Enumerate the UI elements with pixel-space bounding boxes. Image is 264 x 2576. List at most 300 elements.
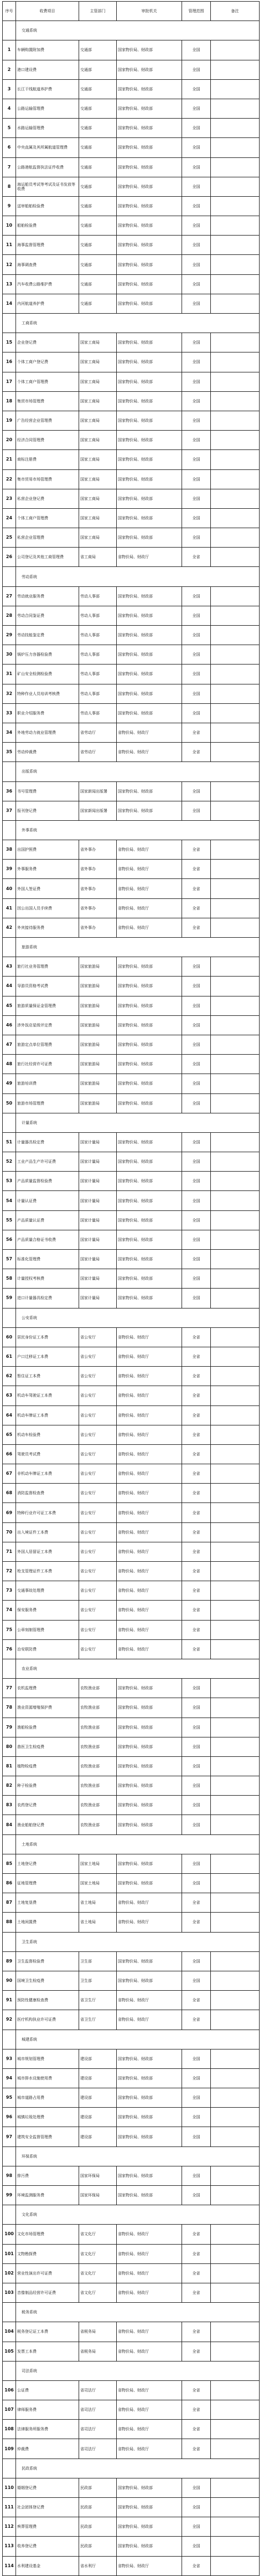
row-number: 51 (3, 1132, 16, 1152)
table-header-row (3, 2, 260, 21)
approving-authority-cell: 省物价局、财政厅 (117, 1542, 182, 1561)
row-number: 9 (3, 196, 16, 216)
row-number: 3 (3, 79, 16, 99)
fee-item-cell: 汽车收费公路维护费 (16, 274, 79, 294)
remarks-cell (211, 528, 260, 548)
table-row (3, 1289, 260, 1308)
fee-item-cell: 渔船检验费 (16, 1718, 79, 1737)
department-cell: 省文化厅 (79, 2244, 117, 2263)
fee-item-cell: 外宾接待服务费 (16, 918, 79, 937)
remarks-cell (211, 1776, 260, 1796)
table-row (3, 2049, 260, 2068)
row-number: 25 (3, 528, 16, 548)
table-row (3, 1230, 260, 1249)
fee-item-cell: 文物勘探费 (16, 2244, 79, 2263)
section-row (3, 2205, 260, 2225)
fee-item-cell: 收养登记费 (16, 2537, 79, 2556)
approving-authority-cell: 省物价局、财政厅 (117, 1464, 182, 1484)
approving-authority-cell: 国家物价局、财政部 (117, 626, 182, 645)
remarks-cell (211, 1191, 260, 1210)
remarks-cell (211, 996, 260, 1015)
table-row (3, 79, 260, 99)
approving-authority-cell: 省物价局、财政厅 (117, 548, 182, 567)
approving-authority-cell: 国家物价局、财政部 (117, 2166, 182, 2185)
scope-cell: 全省 (182, 548, 211, 567)
scope-cell: 全省 (182, 2342, 211, 2361)
table-body (3, 21, 260, 2576)
section-title: 文化系统 (16, 2205, 260, 2225)
section-number-cell (3, 2205, 16, 2225)
remarks-cell (211, 352, 260, 372)
row-number: 85 (3, 1854, 16, 1873)
approving-authority-cell: 国家物价局、财政部 (117, 957, 182, 977)
department-cell: 省外事办 (79, 898, 117, 918)
row-number: 24 (3, 508, 16, 528)
table-row (3, 898, 260, 918)
scope-cell: 全省 (182, 1386, 211, 1405)
remarks-cell (211, 1601, 260, 1620)
department-cell: 国家计量局 (79, 1172, 117, 1191)
department-cell: 国家工商局 (79, 411, 117, 430)
department-cell: 国家旅游局 (79, 1015, 117, 1035)
fee-item-cell: 送审船舶检验费 (16, 196, 79, 216)
section-title: 民政系统 (16, 2459, 260, 2478)
row-number: 43 (3, 957, 16, 977)
row-number: 11 (3, 236, 16, 255)
scope-cell: 全国 (182, 1191, 211, 1210)
scope-cell: 全省 (182, 1503, 211, 1522)
scope-cell: 全国 (182, 79, 211, 99)
approving-authority-cell: 国家物价局、财政部 (117, 1874, 182, 1893)
fee-item-cell: 土地登记费 (16, 1854, 79, 1873)
scope-cell: 全省 (182, 918, 211, 937)
row-number: 88 (3, 1913, 16, 1932)
section-row (3, 938, 260, 957)
approving-authority-cell: 国家物价局、财政部 (117, 489, 182, 508)
row-number: 62 (3, 1367, 16, 1386)
fee-item-cell: 集贸市场管理费 (16, 391, 79, 411)
remarks-cell (211, 1210, 260, 1230)
table-row (3, 2127, 260, 2146)
scope-cell: 全国 (182, 2186, 211, 2205)
remarks-cell (211, 1971, 260, 1990)
approving-authority-cell: 国家物价局、财政部 (117, 1679, 182, 1698)
approving-authority-cell: 省物价局、财政厅 (117, 898, 182, 918)
remarks-cell (211, 60, 260, 79)
row-number: 71 (3, 1542, 16, 1561)
row-number: 77 (3, 1679, 16, 1698)
fee-item-cell: 报刊登记费 (16, 801, 79, 820)
fee-item-cell: 户口迁移证工本费 (16, 1347, 79, 1366)
section-row (3, 314, 260, 333)
row-number: 48 (3, 1055, 16, 1074)
remarks-cell (211, 1991, 260, 2010)
department-cell: 省司法厅 (79, 2400, 117, 2420)
department-cell: 国家工商局 (79, 372, 117, 391)
row-number: 84 (3, 1815, 16, 1834)
table-row (3, 1093, 260, 1113)
table-row (3, 1601, 260, 1620)
remarks-cell (211, 1913, 260, 1932)
fee-list-document (2, 1, 260, 2576)
approving-authority-cell: 省物价局、财政厅 (117, 1601, 182, 1620)
scope-cell: 全国 (182, 957, 211, 977)
approving-authority-cell: 省物价局、财政厅 (117, 2439, 182, 2459)
table-row (3, 508, 260, 528)
fee-item-cell: 劳动合同鉴证费 (16, 606, 79, 625)
department-cell: 交通部 (79, 196, 117, 216)
approving-authority-cell: 国家物价局、财政部 (117, 996, 182, 1015)
table-row (3, 1562, 260, 1581)
scope-cell: 全省 (182, 2263, 211, 2283)
department-cell: 国家旅游局 (79, 957, 117, 977)
table-row (3, 2537, 260, 2556)
table-row (3, 1035, 260, 1054)
approving-authority-cell: 国家物价局、财政部 (117, 391, 182, 411)
table-row (3, 2283, 260, 2302)
approving-authority-cell: 国家物价局、财政部 (117, 138, 182, 157)
table-row (3, 645, 260, 665)
remarks-cell (211, 1425, 260, 1444)
table-row (3, 450, 260, 469)
remarks-cell (211, 469, 260, 489)
scope-cell: 全省 (182, 1425, 211, 1444)
fee-item-cell: 发票工本费 (16, 2342, 79, 2361)
table-row (3, 1484, 260, 1503)
department-cell: 省劳动厅 (79, 723, 117, 742)
row-number: 2 (3, 60, 16, 79)
fee-item-cell: 居民身份证工本费 (16, 1327, 79, 1347)
scope-cell: 全国 (182, 119, 211, 138)
fee-item-cell: 外国人居留证工本费 (16, 1542, 79, 1561)
approving-authority-cell: 国家物价局、财政部 (117, 977, 182, 996)
scope-cell: 全国 (182, 1230, 211, 1249)
row-number: 103 (3, 2283, 16, 2302)
table-row (3, 626, 260, 645)
fee-item-cell: 旅游培训费 (16, 1074, 79, 1093)
approving-authority-cell: 省物价局、财政厅 (117, 860, 182, 879)
fee-item-cell: 个体工商户登记费 (16, 352, 79, 372)
fee-item-cell: 渔业资源增殖保护费 (16, 1698, 79, 1718)
approving-authority-cell: 省物价局、财政厅 (117, 2556, 182, 2575)
remarks-cell (211, 255, 260, 274)
remarks-cell (211, 1250, 260, 1269)
row-number: 29 (3, 626, 16, 645)
fee-item-cell: 土地复垦费 (16, 1893, 79, 1913)
table-row (3, 2068, 260, 2088)
table-row (3, 528, 260, 548)
row-number: 14 (3, 294, 16, 313)
scope-cell: 全国 (182, 2517, 211, 2537)
fee-item-cell: 因公出国人员手续费 (16, 898, 79, 918)
scope-cell: 全省 (182, 1522, 211, 1542)
scope-cell: 全国 (182, 1815, 211, 1834)
table-row (3, 1971, 260, 1990)
department-cell: 交通部 (79, 60, 117, 79)
remarks-cell (211, 1854, 260, 1873)
row-number: 8 (3, 177, 16, 196)
header-cell-department: 主管部门 (79, 2, 117, 21)
row-number: 15 (3, 333, 16, 352)
table-row (3, 1874, 260, 1893)
table-row (3, 2244, 260, 2263)
approving-authority-cell: 国家物价局、财政部 (117, 606, 182, 625)
table-row (3, 1718, 260, 1737)
row-number: 18 (3, 391, 16, 411)
scope-cell: 全国 (182, 2127, 211, 2146)
department-cell: 劳动人事部 (79, 626, 117, 645)
table-row (3, 1581, 260, 1601)
table-row (3, 1269, 260, 1289)
approving-authority-cell: 省物价局、财政厅 (117, 1405, 182, 1425)
row-number: 12 (3, 255, 16, 274)
remarks-cell (211, 860, 260, 879)
scope-cell: 全国 (182, 1289, 211, 1308)
department-cell: 交通部 (79, 236, 117, 255)
department-cell: 省公安厅 (79, 1386, 117, 1405)
scope-cell: 全国 (182, 1854, 211, 1873)
department-cell: 国家工商局 (79, 391, 117, 411)
approving-authority-cell: 国家物价局、财政部 (117, 274, 182, 294)
scope-cell: 全国 (182, 684, 211, 703)
table-row (3, 1191, 260, 1210)
approving-authority-cell: 省物价局、财政厅 (117, 1893, 182, 1913)
approving-authority-cell: 国家物价局、财政部 (117, 1269, 182, 1289)
approving-authority-cell: 国家物价局、财政部 (117, 1132, 182, 1152)
row-number: 23 (3, 489, 16, 508)
approving-authority-cell: 国家物价局、财政部 (117, 1737, 182, 1756)
approving-authority-cell: 国家物价局、财政部 (117, 1191, 182, 1210)
fee-item-cell: 产品质量监督检验费 (16, 1172, 79, 1191)
table-row (3, 548, 260, 567)
approving-authority-cell: 国家物价局、财政部 (117, 333, 182, 352)
approving-authority-cell: 省物价局、财政厅 (117, 1444, 182, 1464)
remarks-cell (211, 1172, 260, 1191)
remarks-cell (211, 2049, 260, 2068)
approving-authority-cell: 国家物价局、财政部 (117, 1854, 182, 1873)
department-cell: 国家旅游局 (79, 1035, 117, 1054)
section-title: 城建系统 (16, 2030, 260, 2049)
table-row (3, 216, 260, 236)
fee-item-cell: 仲裁费 (16, 2439, 79, 2459)
approving-authority-cell: 国家物价局、财政部 (117, 1951, 182, 1971)
department-cell: 国家工商局 (79, 489, 117, 508)
department-cell: 省外事办 (79, 879, 117, 898)
table-row (3, 1698, 260, 1718)
department-cell: 国家新闻出版署 (79, 801, 117, 820)
fee-item-cell: 企业登记费 (16, 333, 79, 352)
row-number: 40 (3, 879, 16, 898)
department-cell: 省公安厅 (79, 1562, 117, 1581)
table-row (3, 1172, 260, 1191)
table-row (3, 2088, 260, 2108)
fee-item-cell: 水路运输管理费 (16, 119, 79, 138)
row-number: 31 (3, 665, 16, 684)
remarks-cell (211, 1484, 260, 1503)
row-number: 107 (3, 2400, 16, 2420)
fee-item-cell: 殡葬管理费 (16, 2517, 79, 2537)
department-cell: 省文化厅 (79, 2263, 117, 2283)
fee-item-cell: 预防性健康检查费 (16, 1991, 79, 2010)
table-row (3, 138, 260, 157)
approving-authority-cell: 国家物价局、财政部 (117, 684, 182, 703)
approving-authority-cell: 国家物价局、财政部 (117, 645, 182, 665)
row-number: 65 (3, 1425, 16, 1444)
department-cell: 国家旅游局 (79, 1093, 117, 1113)
table-row (3, 723, 260, 742)
department-cell: 省公安厅 (79, 1464, 117, 1484)
remarks-cell (211, 274, 260, 294)
fee-item-cell: 旅游市场管理费 (16, 1093, 79, 1113)
scope-cell: 全国 (182, 508, 211, 528)
header-cell-fee-item: 收费项目 (16, 2, 79, 21)
department-cell: 省税务局 (79, 2322, 117, 2342)
table-row (3, 1854, 260, 1873)
remarks-cell (211, 665, 260, 684)
table-row (3, 1893, 260, 1913)
department-cell: 省公安厅 (79, 1620, 117, 1639)
table-row (3, 1250, 260, 1269)
fee-item-cell: 非机动车牌证工本费 (16, 1464, 79, 1484)
approving-authority-cell: 省物价局、财政厅 (117, 2225, 182, 2244)
table-row (3, 1386, 260, 1405)
fee-item-cell: 消防监督检查费 (16, 1484, 79, 1503)
scope-cell: 全省 (182, 2225, 211, 2244)
department-cell: 省公安厅 (79, 1581, 117, 1601)
row-number: 87 (3, 1893, 16, 1913)
remarks-cell (211, 1035, 260, 1054)
approving-authority-cell: 国家物价局、财政部 (117, 431, 182, 450)
scope-cell: 全国 (182, 2088, 211, 2108)
table-row (3, 431, 260, 450)
department-cell: 交通部 (79, 119, 117, 138)
table-row (3, 2380, 260, 2400)
fee-item-cell: 保安服务费 (16, 1601, 79, 1620)
remarks-cell (211, 2498, 260, 2517)
fee-item-cell: 公司登记及其他工商管理费 (16, 548, 79, 567)
approving-authority-cell: 国家物价局、财政部 (117, 528, 182, 548)
department-cell: 农牧渔业部 (79, 1796, 117, 1815)
fee-item-cell: 劳动技能鉴定费 (16, 626, 79, 645)
department-cell: 劳动人事部 (79, 586, 117, 606)
scope-cell: 全国 (182, 469, 211, 489)
row-number: 4 (3, 99, 16, 118)
scope-cell: 全国 (182, 352, 211, 372)
approving-authority-cell: 省物价局、财政厅 (117, 1425, 182, 1444)
row-number: 52 (3, 1152, 16, 1172)
approving-authority-cell: 省物价局、财政厅 (117, 1522, 182, 1542)
department-cell: 农牧渔业部 (79, 1698, 117, 1718)
row-number: 28 (3, 606, 16, 625)
department-cell: 国家工商局 (79, 431, 117, 450)
section-title: 环保系统 (16, 2146, 260, 2166)
table-row (3, 918, 260, 937)
department-cell: 国家计量局 (79, 1269, 117, 1289)
scope-cell: 全国 (182, 1756, 211, 1776)
row-number: 30 (3, 645, 16, 665)
fee-table (2, 1, 260, 2576)
section-row (3, 1932, 260, 1951)
row-number: 69 (3, 1503, 16, 1522)
section-title: 农业系统 (16, 1659, 260, 1678)
approving-authority-cell: 省物价局、财政厅 (117, 1327, 182, 1347)
row-number: 112 (3, 2517, 16, 2537)
row-number: 68 (3, 1484, 16, 1503)
remarks-cell (211, 2478, 260, 2497)
fee-item-cell: 计量认证费 (16, 1191, 79, 1210)
fee-item-cell: 私营企业登记费 (16, 489, 79, 508)
approving-authority-cell: 国家物价局、财政部 (117, 665, 182, 684)
remarks-cell (211, 1055, 260, 1074)
remarks-cell (211, 2088, 260, 2108)
scope-cell: 全国 (182, 2049, 211, 2068)
approving-authority-cell: 省物价局、财政厅 (117, 2322, 182, 2342)
row-number: 47 (3, 1035, 16, 1054)
department-cell: 国家环保局 (79, 2186, 117, 2205)
remarks-cell (211, 1639, 260, 1659)
department-cell: 省卫生厅 (79, 1991, 117, 2010)
fee-item-cell: 外国人签证费 (16, 879, 79, 898)
remarks-cell (211, 2068, 260, 2088)
scope-cell: 全省 (182, 1639, 211, 1659)
approving-authority-cell: 国家物价局、财政部 (117, 1035, 182, 1054)
department-cell: 卫生部 (79, 1971, 117, 1990)
remarks-cell (211, 489, 260, 508)
row-number: 63 (3, 1386, 16, 1405)
fee-item-cell: 经济合同管理费 (16, 431, 79, 450)
department-cell: 交通部 (79, 216, 117, 236)
department-cell: 交通部 (79, 40, 117, 60)
department-cell: 建设部 (79, 2127, 117, 2146)
department-cell: 省公安厅 (79, 1503, 117, 1522)
table-row (3, 372, 260, 391)
remarks-cell (211, 977, 260, 996)
row-number: 54 (3, 1191, 16, 1210)
row-number: 76 (3, 1639, 16, 1659)
table-row (3, 703, 260, 723)
section-row (3, 762, 260, 781)
remarks-cell (211, 1542, 260, 1561)
department-cell: 省公安厅 (79, 1425, 117, 1444)
approving-authority-cell: 国家物价局、财政部 (117, 1698, 182, 1718)
fee-item-cell: 农药登记费 (16, 1796, 79, 1815)
remarks-cell (211, 2244, 260, 2263)
section-number-cell (3, 2146, 16, 2166)
remarks-cell (211, 1503, 260, 1522)
approving-authority-cell: 国家物价局、财政部 (117, 2537, 182, 2556)
scope-cell: 全省 (182, 2322, 211, 2342)
department-cell: 国家工商局 (79, 528, 117, 548)
fee-item-cell: 船舶检验费 (16, 216, 79, 236)
row-number: 97 (3, 2127, 16, 2146)
table-row (3, 996, 260, 1015)
department-cell: 农牧渔业部 (79, 1756, 117, 1776)
remarks-cell (211, 2420, 260, 2439)
remarks-cell (211, 236, 260, 255)
scope-cell: 全国 (182, 2068, 211, 2088)
department-cell: 省外事办 (79, 860, 117, 879)
scope-cell: 全国 (182, 60, 211, 79)
table-row (3, 2263, 260, 2283)
row-number: 73 (3, 1581, 16, 1601)
department-cell: 交通部 (79, 274, 117, 294)
row-number: 57 (3, 1250, 16, 1269)
department-cell: 省工商局 (79, 548, 117, 567)
fee-item-cell: 产品质量认证费 (16, 1210, 79, 1230)
fee-item-cell: 城市规划管理费 (16, 2049, 79, 2068)
approving-authority-cell: 国家物价局、财政部 (117, 703, 182, 723)
approving-authority-cell: 国家物价局、财政部 (117, 1210, 182, 1230)
